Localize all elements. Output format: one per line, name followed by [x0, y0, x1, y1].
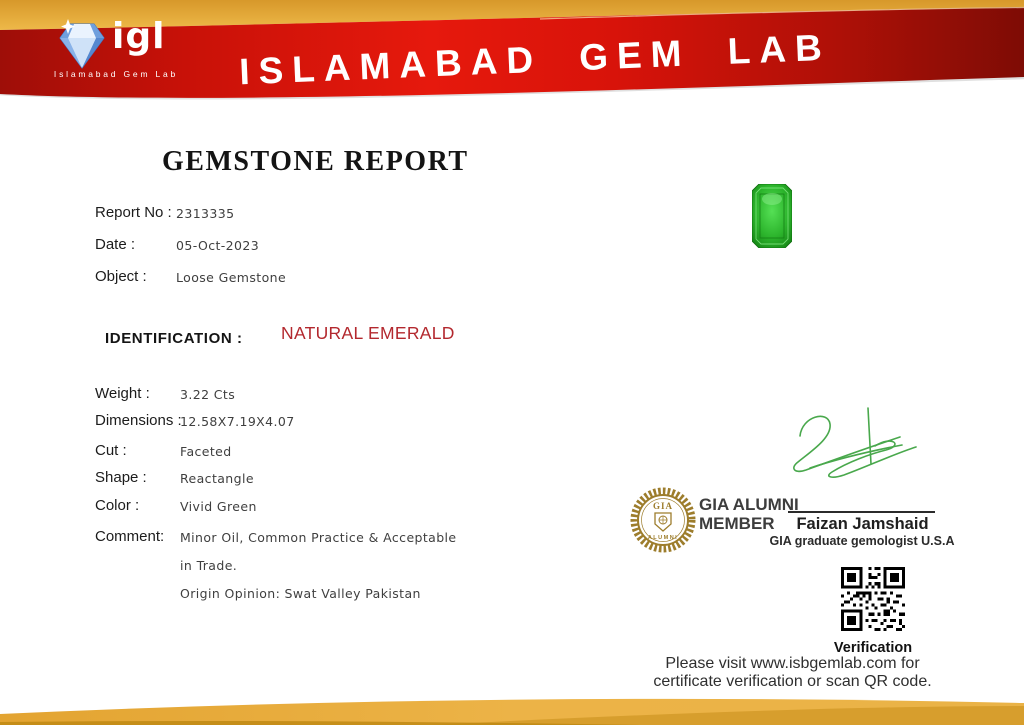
emerald-gem-image — [752, 184, 792, 248]
field-label-weight: Weight : — [95, 385, 150, 402]
field-label-cut: Cut : — [95, 442, 127, 459]
field-value-weight: 3.22 Cts — [180, 387, 236, 402]
gia-badge-line2: MEMBER — [699, 514, 775, 533]
verification-note-line1: Please visit www.isbgemlab.com for — [665, 655, 920, 672]
field-label-date: Date : — [95, 236, 136, 253]
signer-title: GIA graduate gemologist U.S.A — [769, 534, 955, 548]
svg-text:GIA: GIA — [652, 501, 674, 511]
field-label-object: Object : — [95, 268, 147, 285]
field-label-color: Color : — [95, 497, 140, 514]
field-value-color: Vivid Green — [180, 499, 257, 514]
signature-line — [788, 511, 935, 513]
field-label-comment: Comment: — [95, 528, 165, 545]
logo-tagline: Islamabad Gem Lab — [53, 69, 179, 79]
footer-band — [0, 679, 1024, 725]
igl-logo — [46, 12, 188, 84]
field-value-object: Loose Gemstone — [176, 270, 287, 285]
signer-name: Faizan Jamshaid — [796, 515, 929, 533]
gia-alumni-seal-icon — [629, 486, 697, 554]
report-title: GEMSTONE REPORT — [162, 146, 469, 177]
identification-label: IDENTIFICATION : — [105, 330, 243, 347]
gia-badge-line1: GIA ALUMNI — [699, 495, 799, 514]
comment-line-2: in Trade. — [180, 558, 238, 573]
comment-line-1: Minor Oil, Common Practice & Acceptable — [180, 530, 457, 545]
verification-note-line2: certificate verification or scan QR code. — [653, 673, 932, 690]
logo-brand-text: igl — [112, 16, 166, 57]
svg-text:ALUMNI: ALUMNI — [647, 535, 679, 541]
field-value-shape: Reactangle — [180, 471, 254, 486]
field-label-dimensions: Dimensions : — [95, 412, 182, 429]
gemologist-signature — [778, 404, 928, 494]
field-label-shape: Shape : — [95, 469, 147, 486]
field-value-cut: Faceted — [180, 444, 232, 459]
field-value-dimensions: 12.58X7.19X4.07 — [180, 414, 295, 429]
field-value-report-no: 2313335 — [176, 206, 235, 221]
verification-qr-code — [841, 567, 905, 631]
comment-line-3: Origin Opinion: Swat Valley Pakistan — [180, 586, 421, 601]
field-label-report-no: Report No : — [95, 204, 172, 221]
diamond-logo-icon — [58, 18, 106, 70]
field-value-date: 05-Oct-2023 — [176, 238, 260, 253]
verification-label: Verification — [833, 640, 913, 656]
identification-value: NATURAL EMERALD — [281, 323, 455, 343]
lab-name-title: ISLAMABAD GEM LAB — [238, 26, 832, 93]
